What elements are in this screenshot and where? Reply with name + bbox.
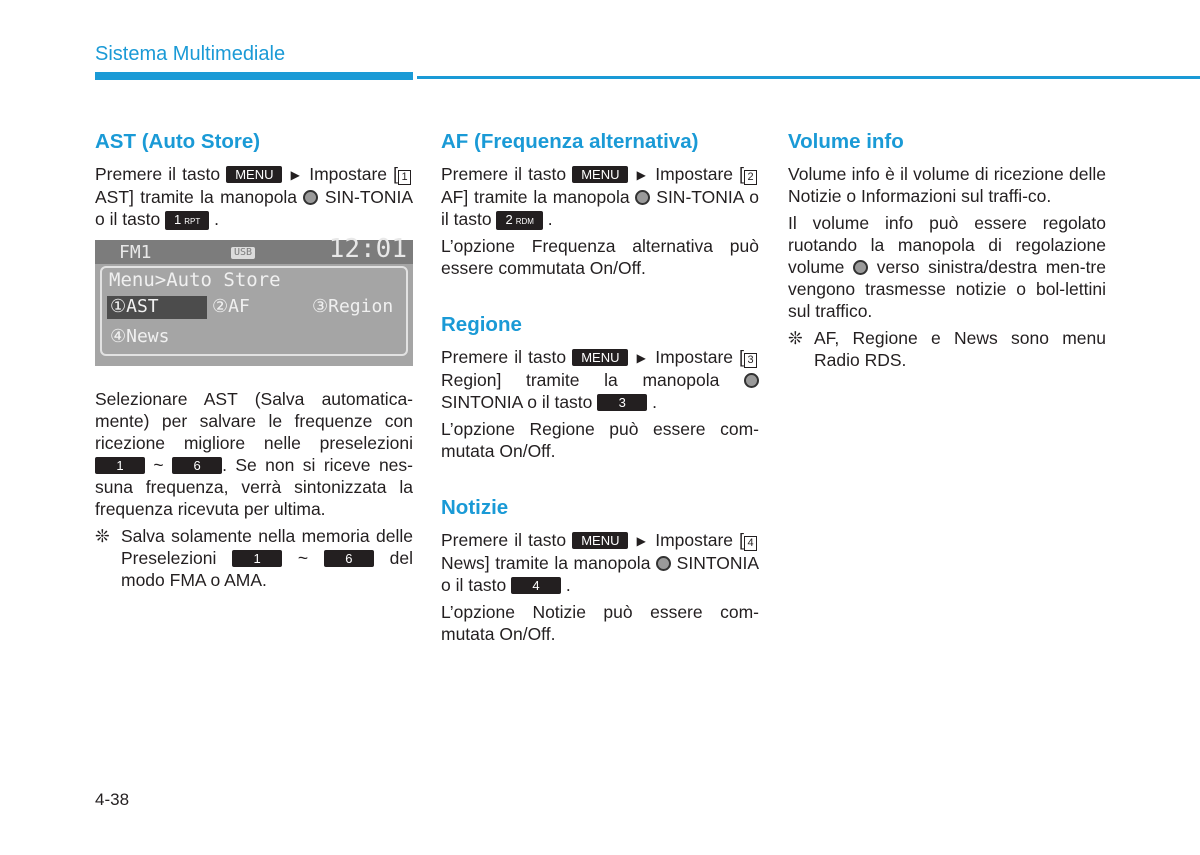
- text: Premere il tasto: [441, 347, 573, 367]
- text: ~: [145, 455, 173, 475]
- display-item-region: ③Region: [312, 296, 394, 317]
- text: Premere il tasto: [441, 530, 573, 550]
- text: verso sinistra/destra men-tre vengono trasmesse notizie o bol-lettini sul traffico.: [788, 257, 1106, 321]
- text: Impostare [: [649, 347, 745, 367]
- menu-key: MENU: [226, 166, 282, 183]
- text: Selezionare AST (Salva automatica-mente) per salvare le frequenze con ricezione migliore nelle preselezioni: [95, 389, 413, 453]
- triangle-right-icon: ▶: [636, 168, 648, 182]
- preset-key-1: 1: [95, 457, 145, 474]
- text: SIN-TONIA o il tasto: [441, 187, 760, 229]
- heading-regione: Regione: [441, 313, 522, 336]
- volume-info-adjust: [788, 212, 1106, 322]
- column-ast: [95, 130, 413, 596]
- text: SINTONIA o il tasto: [441, 392, 598, 412]
- number-box-2: 2: [744, 170, 757, 185]
- knob-icon: [744, 373, 759, 388]
- notizie-instruction: [441, 529, 759, 596]
- preset-key-3: 3: [597, 394, 647, 411]
- key-sublabel: RPT: [184, 217, 201, 226]
- display-menu-path: Menu>Auto Store: [109, 269, 281, 291]
- regione-instruction: [441, 346, 759, 413]
- asterism-icon: ❊: [95, 526, 110, 546]
- header-rule-thick: [95, 72, 413, 80]
- text: . Se non si riceve nes-suna frequenza, verrà sintonizzata la frequenza ricevuta per ultima.: [95, 455, 413, 519]
- note-text: [121, 525, 413, 591]
- notizie-description: L’opzione Notizie può essere com-mutata On/Off.: [441, 602, 759, 644]
- text: Impostare [: [303, 164, 399, 184]
- asterism-icon: ❊: [788, 328, 803, 348]
- preset-key-1: 1: [232, 550, 282, 567]
- text: del modo FMA o AMA.: [121, 548, 413, 590]
- text: AF] tramite la manopola: [441, 187, 636, 207]
- ast-description: [95, 388, 413, 520]
- heading-ast: AST (Auto Store): [95, 130, 261, 153]
- heading-notizie: Notizie: [441, 496, 509, 519]
- note-text: AF, Regione e News sono menu Radio RDS.: [814, 328, 1106, 370]
- text: Impostare [: [649, 164, 745, 184]
- menu-key: MENU: [572, 532, 628, 549]
- heading-volume-info: Volume info: [788, 130, 904, 153]
- display-item-af: ②AF: [212, 296, 250, 317]
- text: Salva solamente nella memoria delle Preselezioni: [121, 526, 413, 568]
- preset-key-6: 6: [324, 550, 374, 567]
- text: SINTONIA o il tasto: [441, 553, 759, 595]
- display-clock: 12:01: [328, 234, 407, 264]
- ast-instruction: [95, 163, 413, 230]
- page-number: 4-38: [95, 790, 130, 809]
- display-item-news: ④News: [110, 326, 170, 347]
- key-sublabel: RDM: [515, 217, 534, 226]
- key-label: 1: [174, 212, 182, 227]
- header-rule-thin: [417, 76, 1200, 79]
- rds-note: [788, 327, 1106, 371]
- knob-icon: [656, 556, 671, 571]
- preset-key-1-rpt: [165, 211, 209, 230]
- text: .: [561, 575, 571, 595]
- af-instruction: [441, 163, 759, 230]
- number-box-1: 1: [398, 170, 411, 185]
- menu-key: MENU: [572, 166, 628, 183]
- display-item-ast: ①AST: [110, 296, 159, 317]
- regione-description: L’opzione Regione può essere com-mutata On/Off.: [441, 419, 759, 461]
- usb-icon: USB: [231, 247, 255, 259]
- key-label: 2: [505, 212, 513, 227]
- text: News] tramite la manopola: [441, 553, 657, 573]
- knob-icon: [635, 190, 650, 205]
- af-description: L’opzione Frequenza alternativa può essere commutata On/Off.: [441, 236, 759, 278]
- knob-icon: [303, 190, 318, 205]
- text: AST] tramite la manopola: [95, 187, 304, 207]
- knob-icon: [853, 260, 868, 275]
- column-af-regione-notizie: [441, 130, 759, 650]
- text: SIN-TONIA o il tasto: [95, 187, 413, 229]
- triangle-right-icon: ▶: [636, 534, 648, 548]
- number-box-4: 4: [744, 536, 757, 551]
- text: Il volume info può essere regolato ruotando la manopola di regolazione volume: [788, 213, 1106, 277]
- triangle-right-icon: ▶: [636, 351, 648, 365]
- heading-af: AF (Frequenza alternativa): [441, 130, 699, 153]
- text: Region] tramite la manopola: [441, 370, 744, 390]
- preset-key-6: 6: [172, 457, 222, 474]
- preset-key-4: 4: [511, 577, 561, 594]
- text: Premere il tasto: [95, 164, 227, 184]
- number-box-3: 3: [744, 353, 757, 368]
- text: ~: [282, 548, 324, 568]
- section-title: Sistema Multimediale: [95, 43, 286, 65]
- text: .: [647, 392, 657, 412]
- triangle-right-icon: ▶: [290, 168, 302, 182]
- text: .: [542, 209, 553, 229]
- display-menu-panel: [100, 266, 408, 356]
- volume-info-description: Volume info è il volume di ricezione delle Notizie o Informazioni sul traffi-co.: [788, 164, 1106, 206]
- text: Premere il tasto: [441, 164, 573, 184]
- ast-note: [95, 525, 413, 591]
- display-band: FM1: [119, 242, 152, 263]
- text: Impostare [: [649, 530, 745, 550]
- menu-key: MENU: [572, 349, 628, 366]
- column-volume-info: [788, 130, 1106, 376]
- preset-key-2-rdm: [496, 211, 542, 230]
- radio-display: [95, 234, 413, 366]
- text: .: [209, 209, 220, 229]
